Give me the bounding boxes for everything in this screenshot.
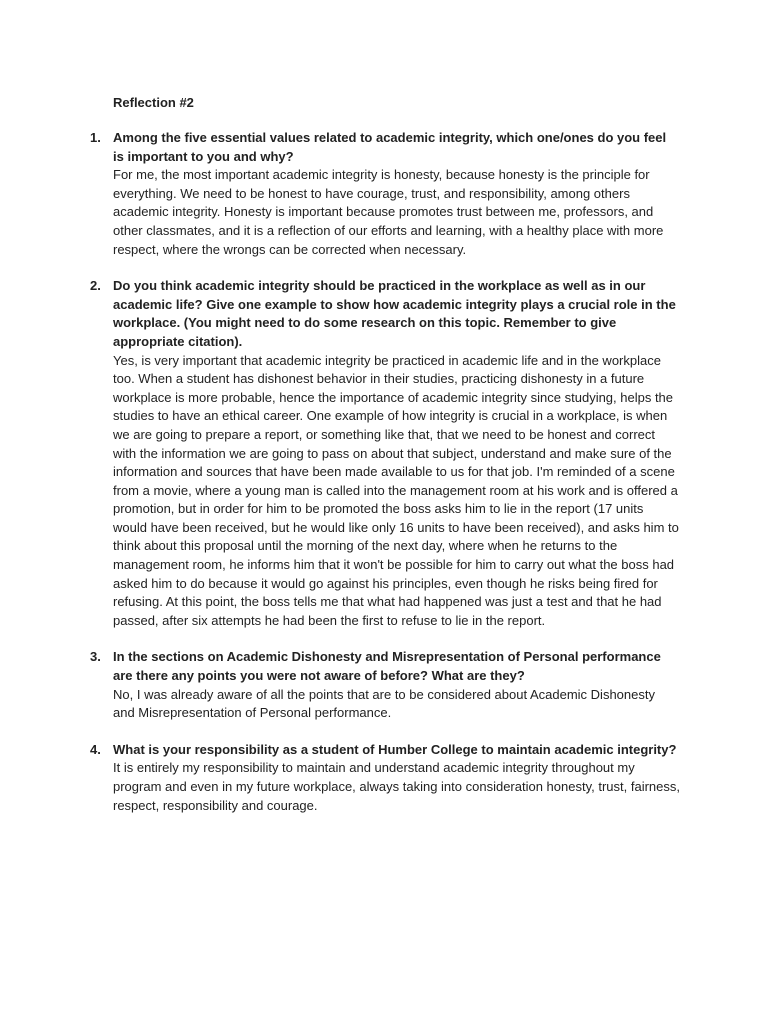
question-item-3: [90, 648, 680, 722]
answer-text: Yes, is very important that academic integrity be practiced in academic life and in the workplace too. When a student has dishonest behavior in their studies, practicing dishonesty in a future workplace is more probable, hence the importance of academic integrity since studying, helps the studies to have an ethical career. One example of how integrity is crucial in a workplace, is when we are going to prepare a report, or something like that, that we need to be honest and correct with the information we are going to pass on about that subject, understand and make sure of the information and sources that have been made available to us for that job. I'm reminded of a scene from a movie, where a young man is called into the management room at his work and is offered a promotion, but in order for him to be promoted the boss asks him to lie in the report (17 units would have been received, but he would like only 16 units to have been received), and asks him to think about this proposal until the morning of the next day, where when he returns to the management room, he informs him that it won't be possible for him to carry out what the boss had asked him to do because it would go against his principles, even though he risks being fired for refusing. At this point, the boss tells me that what had happened was just a test and that he had passed, after six attempts he had been the first to refuse to lie in the report.: [113, 352, 679, 628]
answer-text: For me, the most important academic integrity is honesty, because honesty is the principle for everything. We need to be honest to have courage, trust, and responsibility, among others academic integrity. Honesty is important because promotes trust between me, professors, and other classmates, and it is a reflection of our efforts and learning, with a healthy place with more respect, where the wrongs can be corrected when necessary.: [113, 167, 664, 257]
question-item-4: [90, 741, 680, 815]
question-number: 3.: [90, 649, 101, 665]
document-title: Reflection #2: [113, 95, 194, 110]
question-item-1: [90, 129, 680, 259]
question-number: 4.: [90, 741, 101, 757]
answer-text: No, I was already aware of all the points that are to be considered about Academic Dishonesty and Misrepresentation of Personal performance.: [113, 686, 655, 721]
question-list: [90, 129, 680, 833]
question-text: In the sections on Academic Dishonesty and Misrepresentation of Personal performance are there any points you were not aware of before? What are they?: [113, 649, 661, 684]
question-number: 1.: [90, 130, 101, 145]
answer-text: It is entirely my responsibility to maintain and understand academic integrity throughout my program and even in my future workplace, always taking into consideration honesty, trust, fairness, respect, responsibility and courage.: [113, 760, 680, 813]
question-item-2: [90, 277, 680, 630]
question-text: Among the five essential values related to academic integrity, which one/ones do you feel is important to you and why?: [113, 130, 667, 164]
question-text: What is your responsibility as a student of Humber College to maintain academic integrity?: [113, 741, 677, 757]
question-text: Do you think academic integrity should be practiced in the workplace as well as in our academic life? Give one example to show how academic integrity plays a crucial role in the workplace. (You might need to do some research on this topic. Remember to give appropriate citation).: [113, 278, 676, 349]
question-number: 2.: [90, 278, 101, 294]
